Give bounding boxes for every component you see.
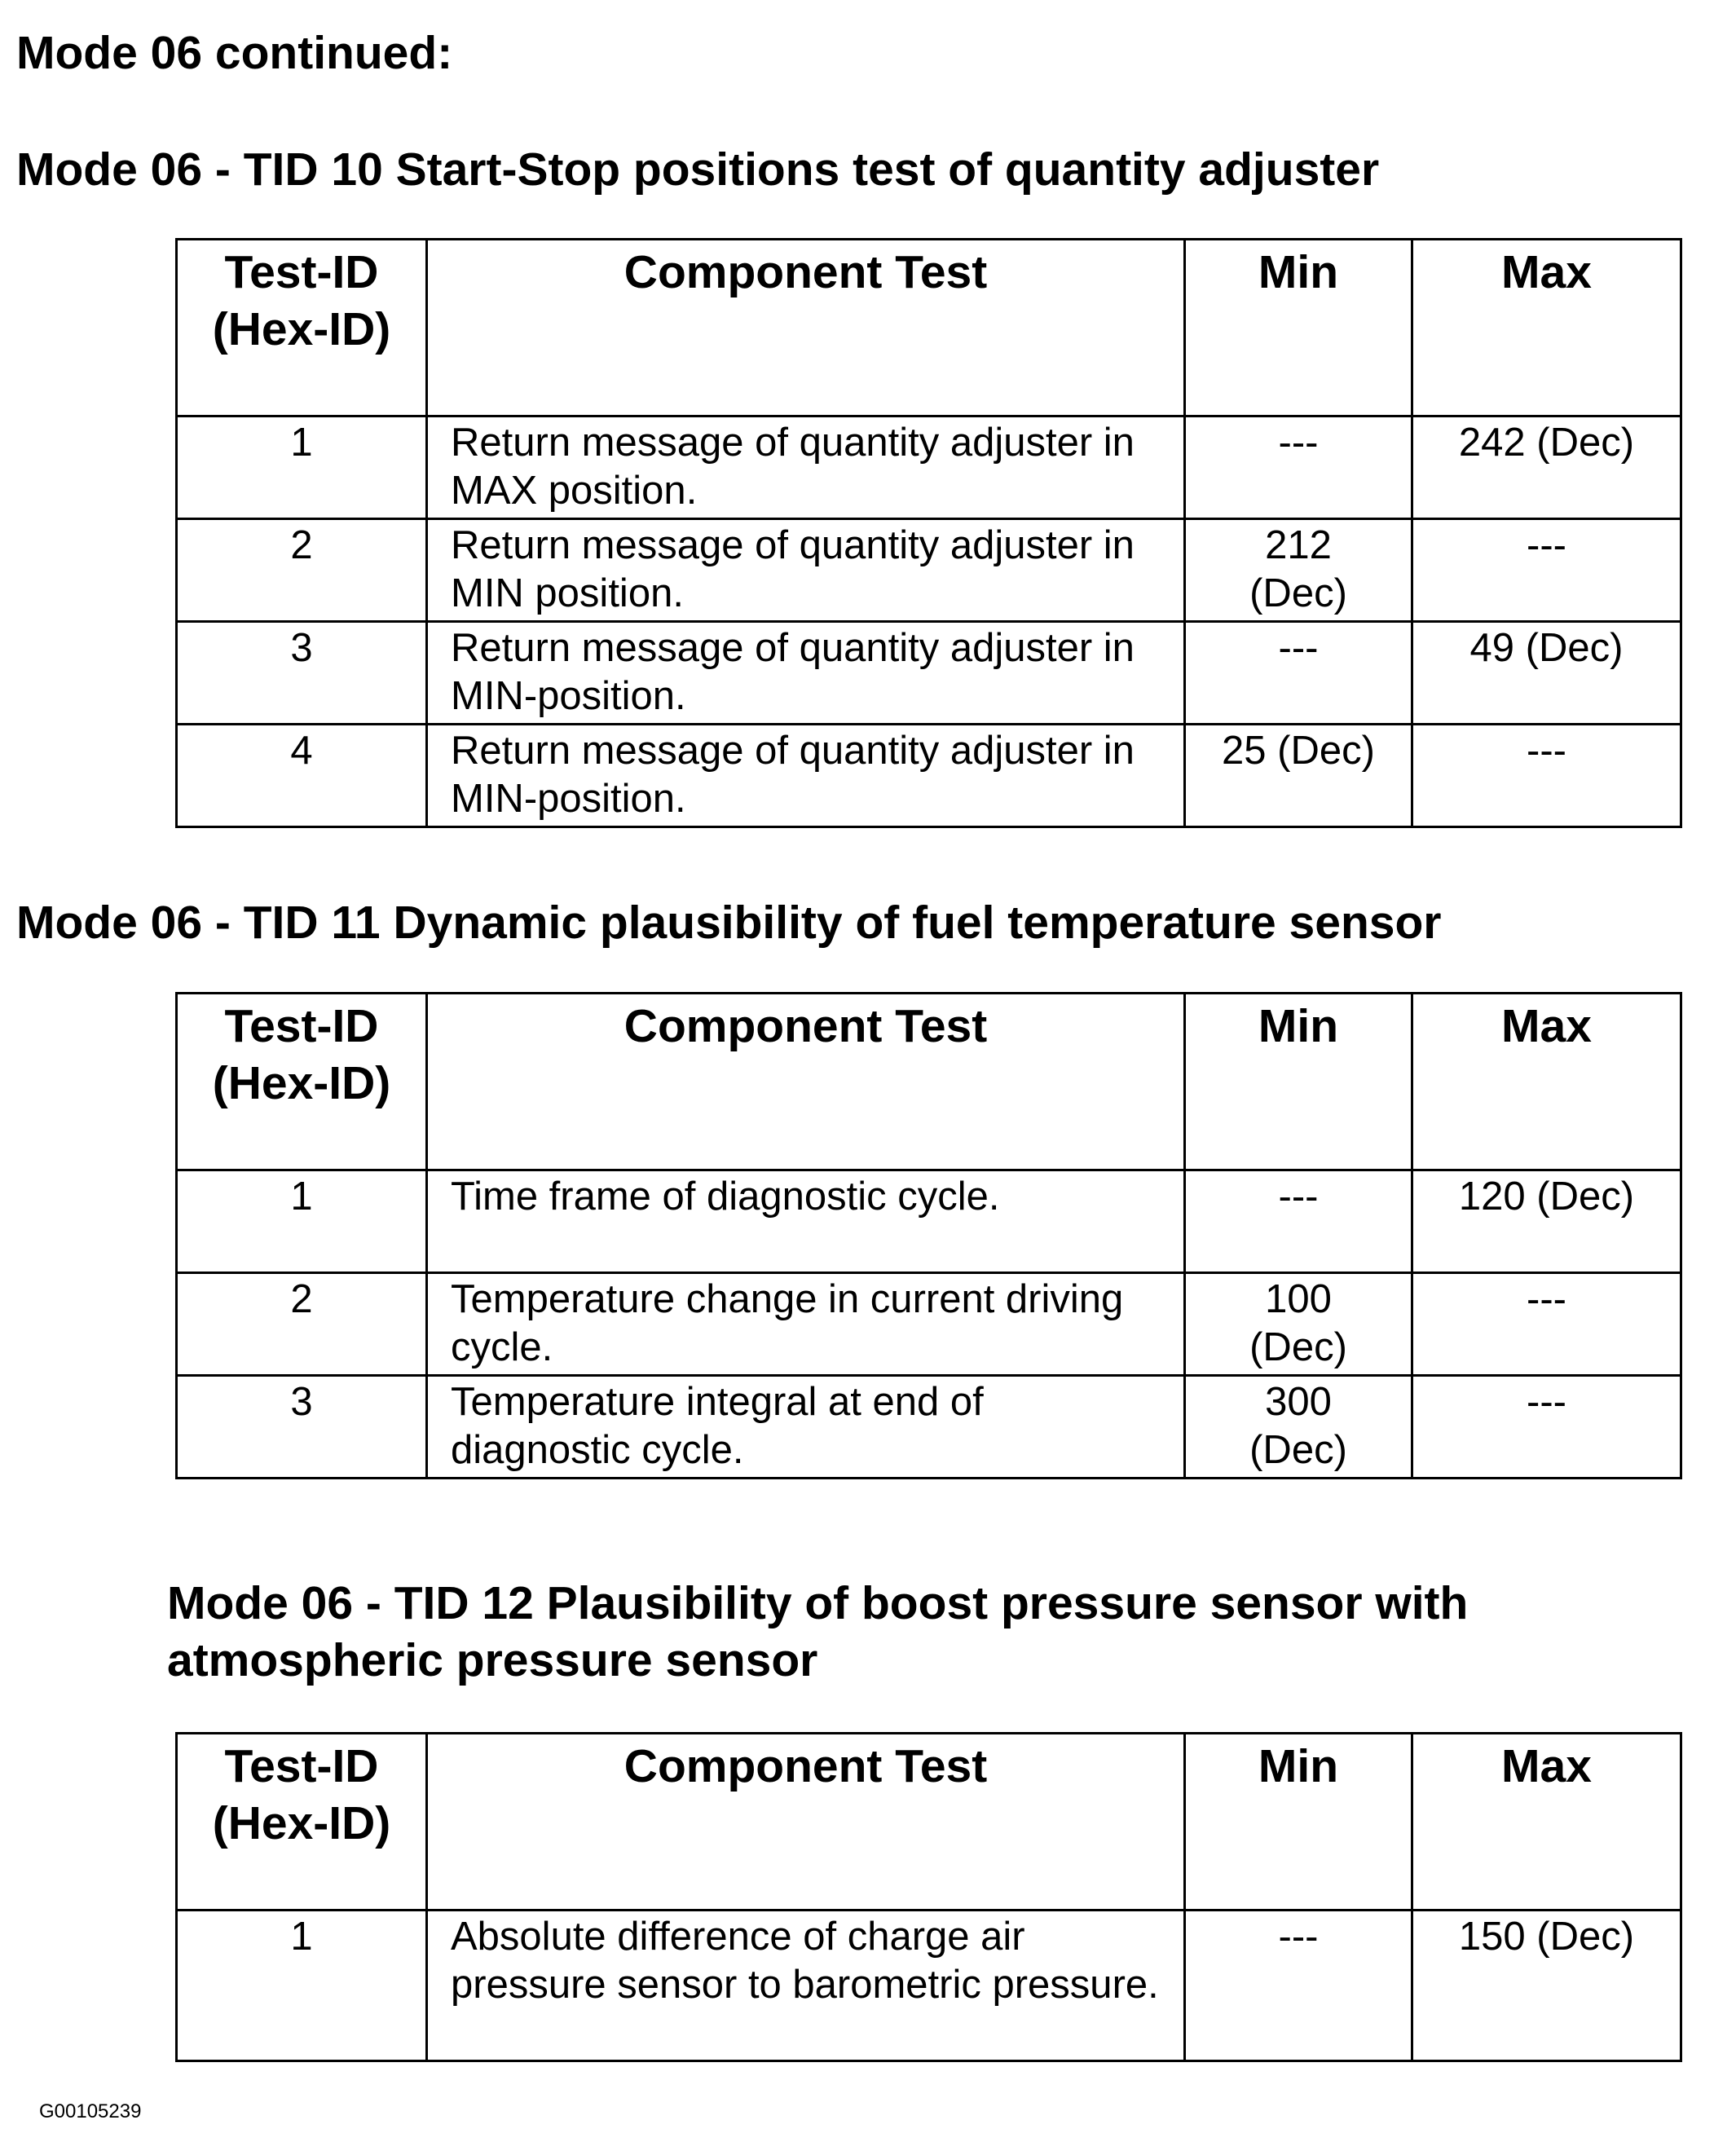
table-row (177, 519, 1681, 622)
table-row (177, 416, 1681, 519)
col-header-max: Max (1412, 994, 1681, 1170)
cell-test-id: 1 (177, 1911, 427, 2061)
table-row (177, 1273, 1681, 1376)
cell-min: --- (1185, 416, 1412, 519)
table-row (177, 1170, 1681, 1273)
cell-min: 25 (Dec) (1185, 725, 1412, 827)
cell-component-test: Return message of quantity adjuster in MAX position. (427, 416, 1185, 519)
col-header-test-id: Test-ID (Hex-ID) (177, 240, 427, 416)
cell-test-id: 2 (177, 519, 427, 622)
cell-test-id: 3 (177, 622, 427, 725)
table-row (177, 725, 1681, 827)
table-tid10 (175, 238, 1682, 828)
cell-component-test: Absolute difference of charge air pressure sensor to barometric pressure. (427, 1911, 1185, 2061)
table-row (177, 622, 1681, 725)
table-row (177, 1376, 1681, 1479)
col-header-min: Min (1185, 994, 1412, 1170)
col-header-max: Max (1412, 1734, 1681, 1911)
col-header-max: Max (1412, 240, 1681, 416)
cell-min: 300 (Dec) (1185, 1376, 1412, 1479)
col-header-component-test: Component Test (427, 240, 1185, 416)
table-tid11 (175, 992, 1682, 1479)
col-header-component-test: Component Test (427, 1734, 1185, 1911)
cell-component-test: Return message of quantity adjuster in MIN-position. (427, 725, 1185, 827)
page-title: Mode 06 continued: (16, 27, 453, 79)
table-header-row (177, 994, 1681, 1170)
cell-max: 242 (Dec) (1412, 416, 1681, 519)
cell-component-test: Return message of quantity adjuster in MIN-position. (427, 622, 1185, 725)
cell-max: --- (1412, 519, 1681, 622)
cell-component-test: Return message of quantity adjuster in MIN position. (427, 519, 1185, 622)
col-header-component-test: Component Test (427, 994, 1185, 1170)
table-header-row (177, 1734, 1681, 1911)
section-heading-tid10: Mode 06 - TID 10 Start-Stop positions test of quantity adjuster (16, 143, 1380, 196)
table-row (177, 1911, 1681, 2061)
cell-test-id: 4 (177, 725, 427, 827)
cell-min: 212 (Dec) (1185, 519, 1412, 622)
cell-test-id: 2 (177, 1273, 427, 1376)
cell-max: 49 (Dec) (1412, 622, 1681, 725)
cell-max: --- (1412, 1273, 1681, 1376)
cell-component-test: Time frame of diagnostic cycle. (427, 1170, 1185, 1273)
col-header-test-id: Test-ID (Hex-ID) (177, 994, 427, 1170)
col-header-min: Min (1185, 240, 1412, 416)
cell-min: 100 (Dec) (1185, 1273, 1412, 1376)
cell-test-id: 1 (177, 416, 427, 519)
cell-component-test: Temperature integral at end of diagnostic cycle. (427, 1376, 1185, 1479)
cell-min: --- (1185, 622, 1412, 725)
cell-max: --- (1412, 725, 1681, 827)
cell-min: --- (1185, 1170, 1412, 1273)
figure-id: G00105239 (39, 2100, 142, 2122)
section-heading-tid12: Mode 06 - TID 12 Plausibility of boost pressure sensor with atmospheric pressure sensor (167, 1577, 1469, 1686)
cell-test-id: 3 (177, 1376, 427, 1479)
section-heading-tid11: Mode 06 - TID 11 Dynamic plausibility of fuel temperature sensor (16, 897, 1442, 949)
cell-min: --- (1185, 1911, 1412, 2061)
table-header-row (177, 240, 1681, 416)
cell-max: 120 (Dec) (1412, 1170, 1681, 1273)
cell-max: --- (1412, 1376, 1681, 1479)
cell-component-test: Temperature change in current driving cycle. (427, 1273, 1185, 1376)
cell-max: 150 (Dec) (1412, 1911, 1681, 2061)
col-header-test-id: Test-ID (Hex-ID) (177, 1734, 427, 1911)
table-tid12 (175, 1732, 1682, 2062)
col-header-min: Min (1185, 1734, 1412, 1911)
cell-test-id: 1 (177, 1170, 427, 1273)
